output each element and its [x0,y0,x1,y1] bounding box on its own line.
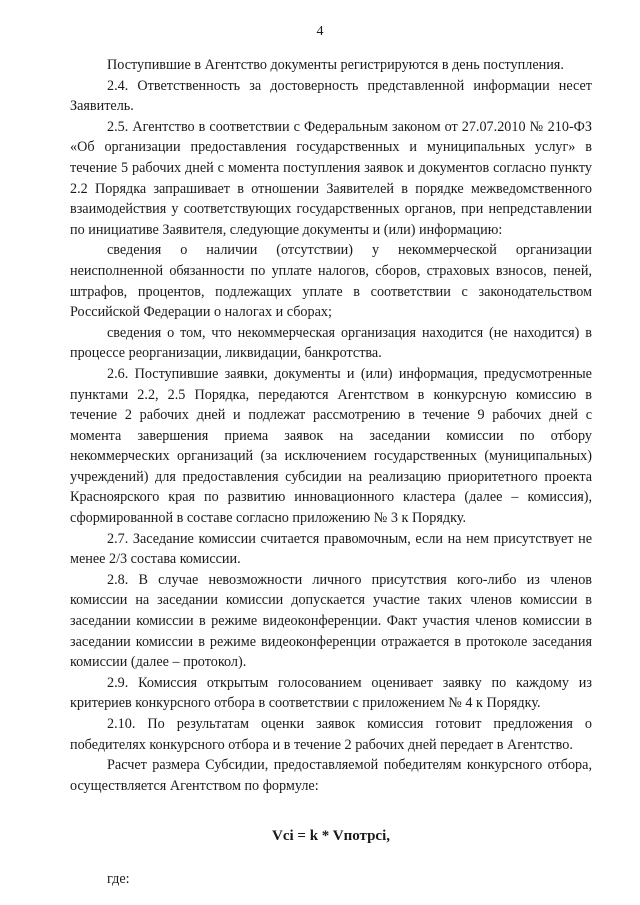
paragraph-2-5: 2.5. Агентство в соответствии с Федеральным законом от 27.07.2010 № 210-ФЗ «Об организации предоставления государственных и муниципальных услуг» в течение 5 рабочих дней с момента поступления заявок и документов согласно пункту 2.2 Порядка запрашивает в отношении Заявителей в порядке межведомственного взаимодействия у соответствующих государственных органов, при непредставлении по инициативе Заявителя, следующие документы и (или) информацию: [70,118,592,238]
paragraph-2-10: 2.10. По результатам оценки заявок комиссия готовит предложения о победителях конкурсного отбора и в течение 2 рабочих дней передает в Агентство. [70,716,592,753]
paragraph-2-8: 2.8. В случае невозможности личного присутствия кого-либо из членов комиссии на заседании комиссии допускается участие таких членов комиссии в заседании комиссии в режиме видеоконференции. Факт участия членов комиссии в заседании комиссии в режиме видеоконференции отражается в протоколе заседания комиссии (далее – протокол). [70,571,592,671]
page-number: 4 [316,24,324,39]
subsidy-formula: Vci = k * Vпотрci, [271,828,391,845]
paragraph-registration: Поступившие в Агентство документы регистрируются в день поступления. [107,57,564,73]
paragraph-reorganization-info: сведения о том, что некоммерческая организация находится (не находится) в процессе реорганизации, ликвидации, банкротства. [70,324,592,362]
paragraph-2-7: 2.7. Заседание комиссии считается правомочным, если на нем присутствует не менее 2/3 состава комиссии. [70,530,592,568]
paragraph-2-6: 2.6. Поступившие заявки, документы и (или) информация, предусмотренные пунктами 2.2, 2.5 Порядка, передаются Агентством в конкурсную комиссию в течение 2 рабочих дней и подлежат рассмотрению в течение 9 рабочих дней с момента завершения приема заявок на заседании комиссии по отбору некоммерческих организаций (за исключением государственных (муниципальных) учреждений) для предоставления субсидии на реализацию приоритетного проекта Красноярского края по развитию инновационного кластера (далее – комиссия), сформированной в составе согласно приложению № 3 к Порядку. [70,365,592,527]
paragraph-tax-info: сведения о наличии (отсутствии) у некоммерческой организации неисполненной обязанности по уплате налогов, сборов, страховых взносов, пеней, штрафов, процентов, подлежащих уплате в соответствии с законодательством Российской Федерации о налогах и сборах; [70,242,592,321]
where-label: где: [107,870,130,887]
document-body [70,55,592,890]
paragraph-subsidy-calculation: Расчет размера Субсидии, предоставляемой победителям конкурсного отбора, осуществляется Агентством по формуле: [70,757,592,794]
paragraph-2-9: 2.9. Комиссия открытым голосованием оценивает заявку по каждому из критериев конкурсного отбора в соответствии с приложением № 4 к Порядку. [70,674,592,712]
paragraph-2-4: 2.4. Ответственность за достоверность представленной информации несет Заявитель. [70,77,592,115]
